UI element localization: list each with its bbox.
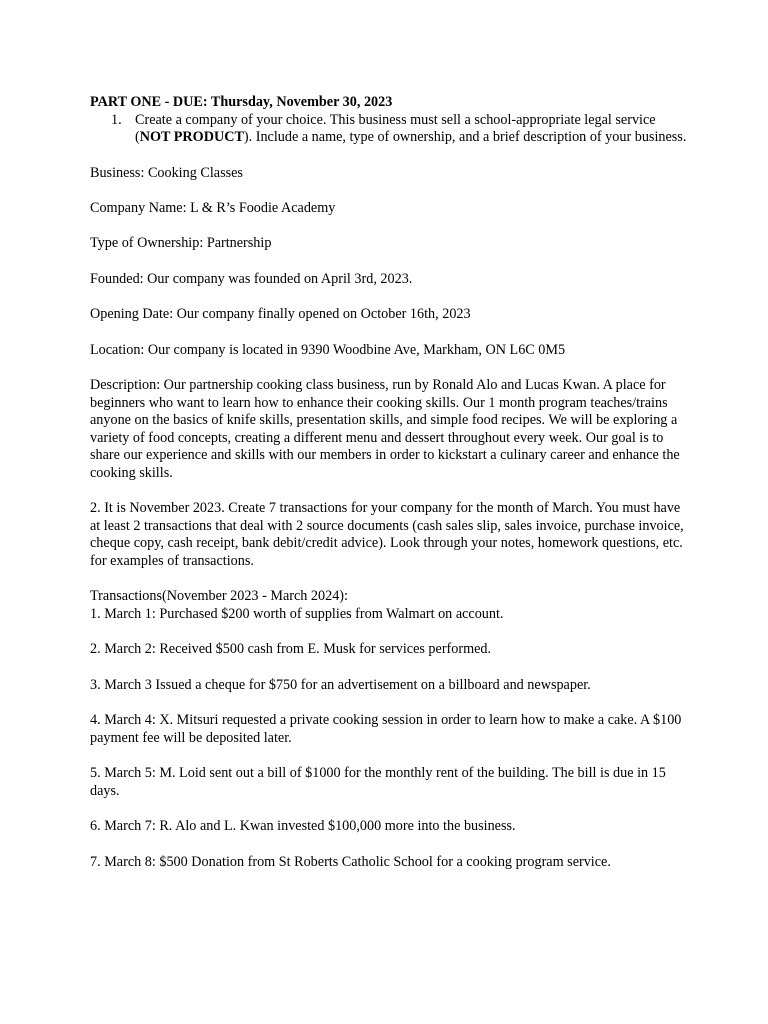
question-2-paragraph: 2. It is November 2023. Create 7 transactions for your company for the month of March. You must have at least 2 transactions that deal with 2 source documents (cash sales slip, sales invoice, purchase invoice, cheque copy, cash receipt, bank debit/credit advice). Look through your notes, homework questions, etc. for examples of transactions. (90, 500, 684, 570)
transaction-item: 7. March 8: $500 Donation from St Roberts Catholic School for a cooking program service. (90, 853, 611, 870)
transaction-item: 1. March 1: Purchased $200 worth of supplies from Walmart on account. (90, 606, 504, 623)
transaction-item: 5. March 5: M. Loid sent out a bill of $1000 for the monthly rent of the building. The bill is due in 15 days. (90, 765, 666, 799)
description-paragraph: Description: Our partnership cooking class business, run by Ronald Alo and Lucas Kwan. A place for beginners who want to learn how to enhance their cooking skills. Our 1 month program teaches/trains anyone on the basics of knife skills, presentation skills, and simple food recipes. We will be exploring a variety of food concepts, creating a different menu and dessert throughout every week. Our goal is to share our experience and skills with our members in order to kickstart a culinary career and enhance the cooking skills. (90, 376, 680, 481)
transaction-item: 6. March 7: R. Alo and L. Kwan invested $100,000 more into the business. (90, 818, 516, 835)
document-page (90, 94, 690, 871)
ownership-line: Type of Ownership: Partnership (90, 235, 272, 252)
instruction-text (135, 112, 690, 147)
instruction-number: 1. (111, 111, 122, 128)
founded-line: Founded: Our company was founded on April 3rd, 2023. (90, 270, 413, 287)
instruction-text-bold: NOT PRODUCT (139, 129, 244, 146)
business-line: Business: Cooking Classes (90, 164, 243, 181)
location-line: Location: Our company is located in 9390 Woodbine Ave, Markham, ON L6C 0M5 (90, 341, 566, 358)
instruction-item-1 (90, 112, 690, 147)
part-one-heading: PART ONE - DUE: Thursday, November 30, 2023 (90, 94, 393, 110)
transaction-item: 3. March 3 Issued a cheque for $750 for an advertisement on a billboard and newspaper. (90, 676, 591, 693)
transaction-item: 4. March 4: X. Mitsuri requested a private cooking session in order to learn how to make a cake. A $100 payment fee will be deposited later. (90, 712, 682, 746)
transactions-heading: Transactions(November 2023 - March 2024): (90, 588, 348, 605)
opening-date-line: Opening Date: Our company finally opened on October 16th, 2023 (90, 306, 471, 323)
transaction-item: 2. March 2: Received $500 cash from E. Musk for services performed. (90, 641, 492, 658)
instruction-text-a: Create a company of your choice. This business must sell a school-appropriate legal service ( (135, 111, 656, 146)
instruction-text-b: ). Include a name, type of ownership, and a brief description of your business. (243, 129, 687, 146)
company-name-line: Company Name: L & R’s Foodie Academy (90, 199, 336, 216)
